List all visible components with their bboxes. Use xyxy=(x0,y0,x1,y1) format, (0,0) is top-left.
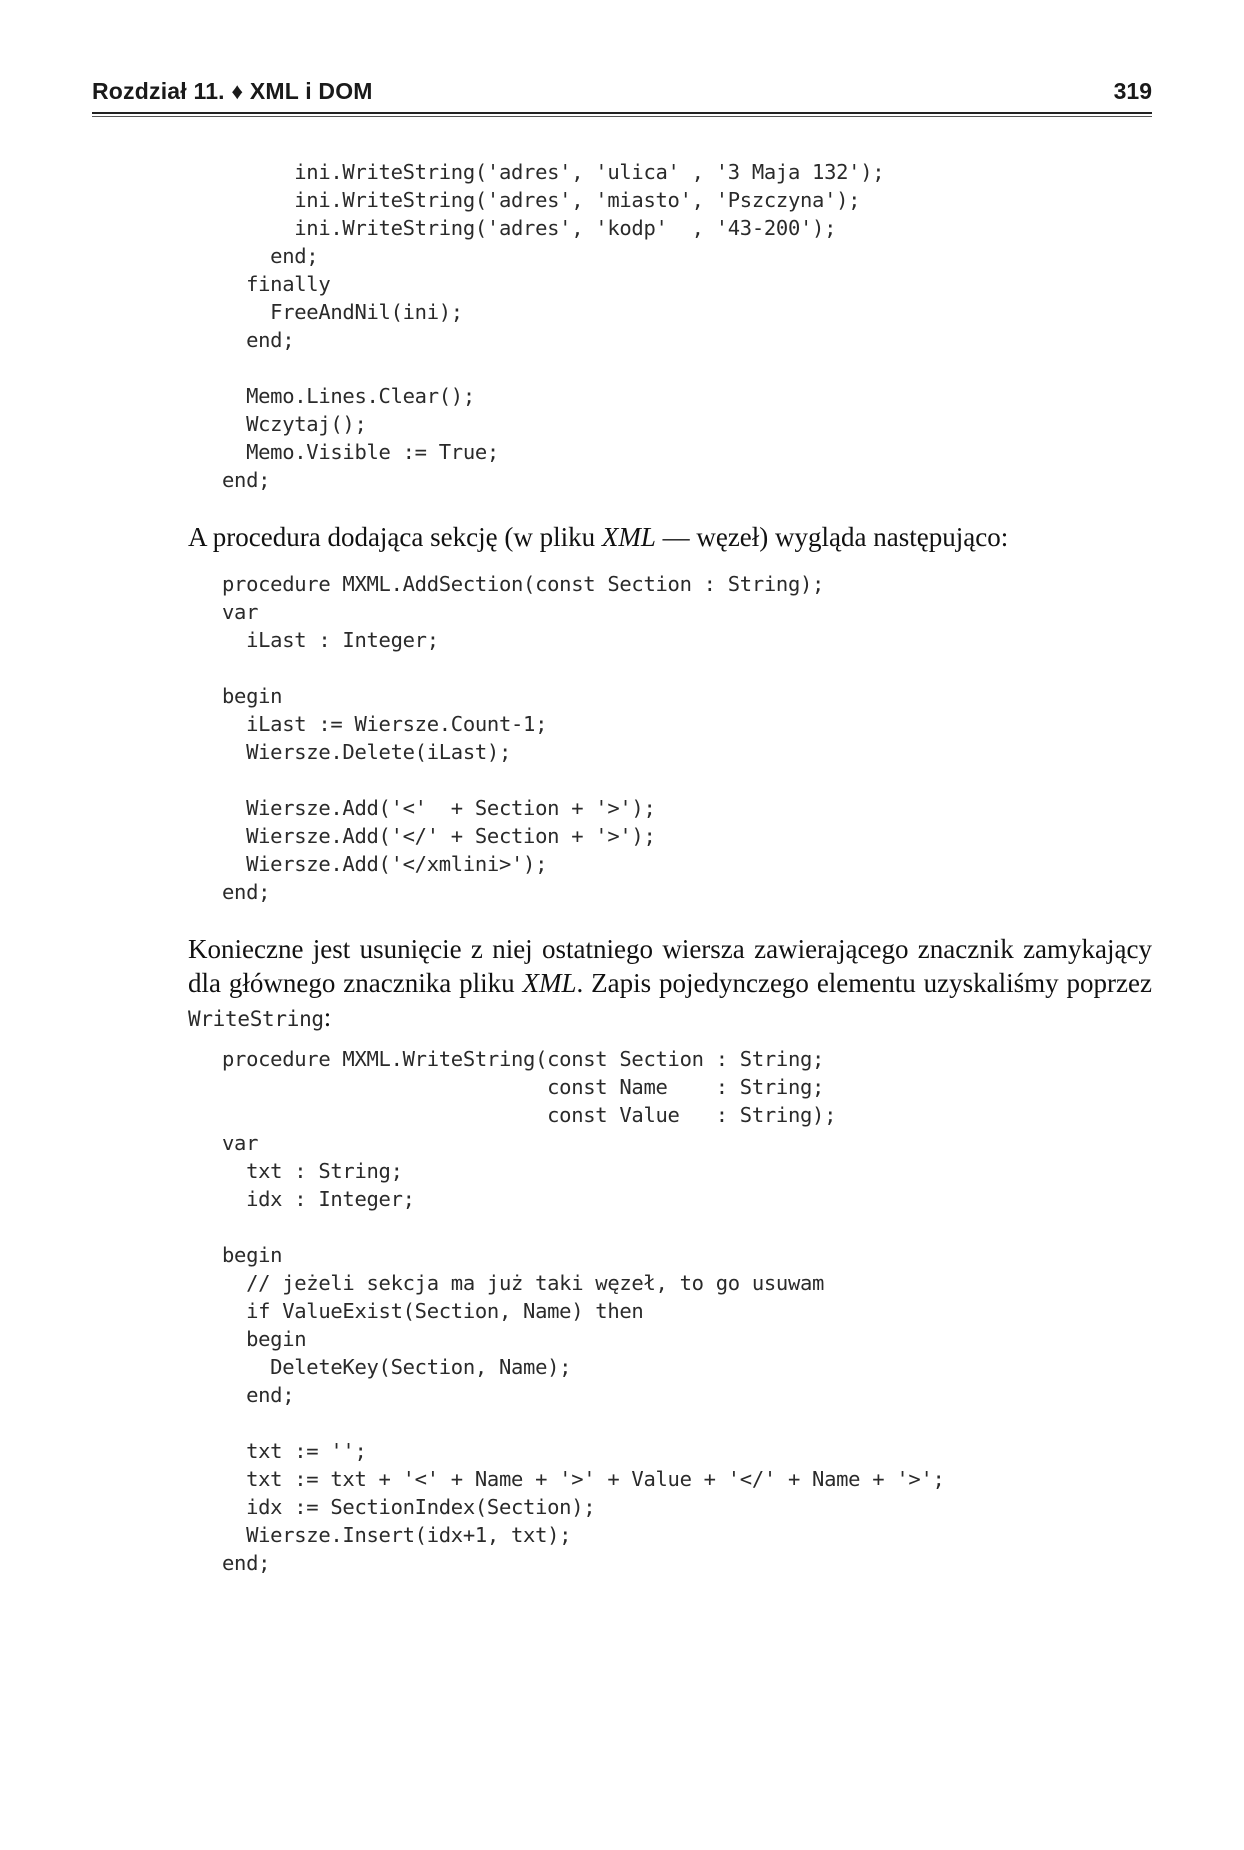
para2-code-term: WriteString xyxy=(188,1007,324,1031)
para2-text-start: Konieczne jest usunięcie z niej ostatniego wiersza zawierającego znacznik zamykający dla głównego znacznika pliku xyxy=(188,934,1152,998)
code-block-add-section: procedure MXML.AddSection(const Section : String); var iLast : Integer; begin iLast := Wiersze.Count-1; Wiersze.Delete(iLast); Wiersze.Add('<' + Section + '>'); Wiersze.Add('</' + Section + '>'); Wiersze.Add('</xmlini>'); end; xyxy=(222,572,825,904)
paragraph-write-string-intro xyxy=(188,932,1152,1036)
para1-xml-term: XML xyxy=(601,522,656,552)
para2-text-mid: . Zapis pojedynczego elementu uzyskaliśmy poprzez xyxy=(576,968,1152,998)
code-block-ini-write: ini.WriteString('adres', 'ulica' , '3 Maja 132'); ini.WriteString('adres', 'miasto', 'Pszczyna'); ini.WriteString('adres', 'kodp' , '43-200'); end; finally FreeAndNil(ini); end; Memo.Lines.Clear(); Wczytaj(); Memo.Visible := True; end; xyxy=(222,160,885,492)
paragraph-add-section-intro xyxy=(188,520,1152,554)
para2-xml-term: XML xyxy=(522,968,577,998)
page-number: 319 xyxy=(1113,78,1152,104)
chapter-title: Rozdział 11. ♦ XML i DOM xyxy=(92,78,373,104)
para1-text-start: A procedura dodająca sekcję (w pliku xyxy=(188,522,602,552)
header-rule-thin xyxy=(92,116,1152,117)
running-header xyxy=(92,74,1152,114)
header-rule xyxy=(92,112,1152,114)
code-block-write-string: procedure MXML.WriteString(const Section : String; const Name : String; const Value : String); var txt : String; idx : Integer; begin // jeżeli sekcja ma już taki węzeł, to go usuwam if ValueExist(Section, Name) then begin DeleteKey(Section, Name); end; txt := ''; txt := txt + '<' + Name + '>' + Value + '</' + Name + '>'; idx := SectionIndex(Section); Wiersze.Insert(idx+1, txt); end; xyxy=(222,1047,945,1575)
para2-text-end: : xyxy=(323,1002,332,1032)
para1-text-end: — węzeł) wygląda następująco: xyxy=(655,522,1009,552)
